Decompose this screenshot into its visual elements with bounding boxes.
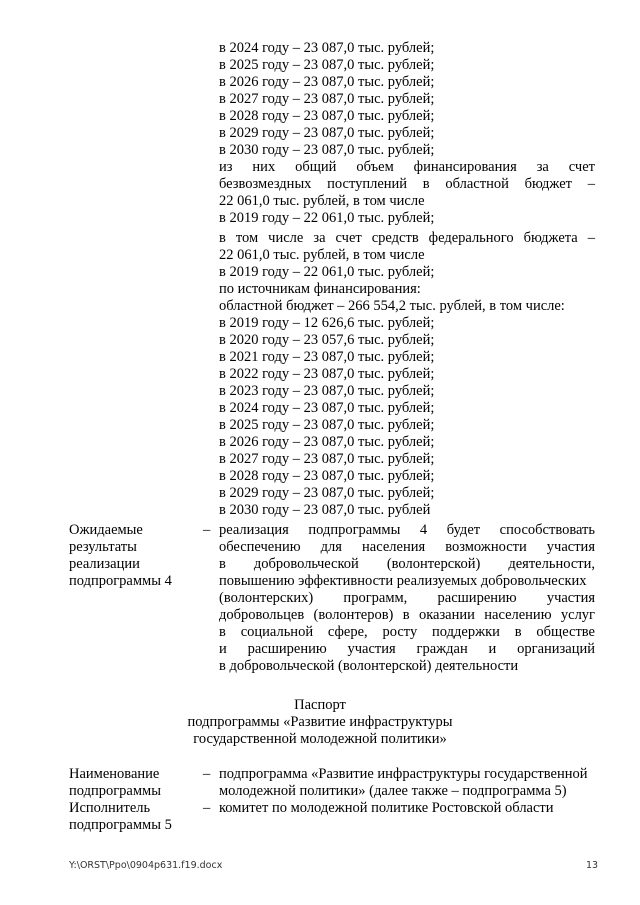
funding-line: в 2027 году – 23 087,0 тыс. рублей;: [219, 91, 435, 107]
passport-subtitle: государственной молодежной политики»: [193, 731, 447, 747]
name-label: Наименование: [69, 766, 160, 782]
regional-line: в 2021 году – 23 087,0 тыс. рублей;: [219, 349, 435, 365]
results-text: в добровольческой (волонтерской) деятельности,: [219, 556, 595, 572]
regional-line: в 2025 году – 23 087,0 тыс. рублей;: [219, 417, 435, 433]
executor-label: подпрограммы 5: [69, 817, 172, 833]
regional-line: в 2027 году – 23 087,0 тыс. рублей;: [219, 451, 435, 467]
sources-heading: по источникам финансирования:: [219, 281, 421, 297]
page-number: 13: [586, 860, 599, 871]
regional-line: в 2020 году – 23 057,6 тыс. рублей;: [219, 332, 435, 348]
regional-line: в 2028 году – 23 087,0 тыс. рублей;: [219, 468, 435, 484]
results-label: Ожидаемые: [69, 522, 143, 538]
regional-line: в 2029 году – 23 087,0 тыс. рублей;: [219, 485, 435, 501]
federal-text: в 2019 году – 22 061,0 тыс. рублей;: [219, 264, 435, 280]
funding-line: в 2026 году – 23 087,0 тыс. рублей;: [219, 74, 435, 90]
results-dash: –: [203, 522, 211, 538]
name-dash: –: [203, 766, 211, 782]
regional-total: областной бюджет – 266 554,2 тыс. рублей, в том числе:: [219, 298, 565, 314]
regional-line: в 2019 году – 12 626,6 тыс. рублей;: [219, 315, 435, 331]
funding-line: в 2025 году – 23 087,0 тыс. рублей;: [219, 57, 435, 73]
results-text: в социальной сфере, росту поддержки в обществе: [219, 624, 595, 640]
results-text: (волонтерских) программ, расширению участия: [219, 590, 595, 606]
name-label: подпрограммы: [69, 783, 161, 799]
executor-label: Исполнитель: [69, 800, 151, 816]
funding-line: в 2029 году – 23 087,0 тыс. рублей;: [219, 125, 435, 141]
funding-line: в 2028 году – 23 087,0 тыс. рублей;: [219, 108, 435, 124]
regional-line: в 2023 году – 23 087,0 тыс. рублей;: [219, 383, 435, 399]
name-text: молодежной политики» (далее также – подпрограмма 5): [219, 783, 567, 799]
results-text: повышению эффективности реализуемых добровольческих: [219, 573, 587, 589]
regional-line: в 2024 году – 23 087,0 тыс. рублей;: [219, 400, 435, 416]
results-label: подпрограммы 4: [69, 573, 172, 589]
gratuitous-text: из них общий объем финансирования за счет: [219, 159, 595, 175]
results-text: в добровольческой (волонтерской) деятельности: [219, 658, 519, 674]
regional-line: в 2026 году – 23 087,0 тыс. рублей;: [219, 434, 435, 450]
footer-path: Y:\ORST\Ppo\0904p631.f19.docx: [69, 860, 223, 871]
executor-text: комитет по молодежной политике Ростовской области: [219, 800, 554, 816]
funding-line: в 2024 году – 23 087,0 тыс. рублей;: [219, 40, 435, 56]
passport-title: Паспорт: [294, 697, 346, 713]
results-label: результаты: [69, 539, 137, 555]
results-text: и расширению участия граждан и организаций: [219, 641, 595, 657]
funding-line: в 2030 году – 23 087,0 тыс. рублей;: [219, 142, 435, 158]
federal-text: в том числе за счет средств федерального бюджета –: [219, 230, 595, 246]
results-text: обеспечению для населения возможности участия: [219, 539, 595, 555]
regional-line: в 2022 году – 23 087,0 тыс. рублей;: [219, 366, 435, 382]
results-text: добровольцев (волонтеров) в оказании населению услуг: [219, 607, 595, 623]
results-text: реализация подпрограммы 4 будет способствовать: [219, 522, 595, 538]
federal-text: 22 061,0 тыс. рублей, в том числе: [219, 247, 425, 263]
executor-dash: –: [203, 800, 211, 816]
name-text: подпрограмма «Развитие инфраструктуры государственной: [219, 766, 588, 782]
results-label: реализации: [69, 556, 140, 572]
gratuitous-text: безвозмездных поступлений в областной бюджет –: [219, 176, 595, 192]
passport-subtitle: подпрограммы «Развитие инфраструктуры: [187, 714, 453, 730]
regional-line: в 2030 году – 23 087,0 тыс. рублей: [219, 502, 431, 518]
gratuitous-text: в 2019 году – 22 061,0 тыс. рублей;: [219, 210, 435, 226]
gratuitous-text: 22 061,0 тыс. рублей, в том числе: [219, 193, 425, 209]
